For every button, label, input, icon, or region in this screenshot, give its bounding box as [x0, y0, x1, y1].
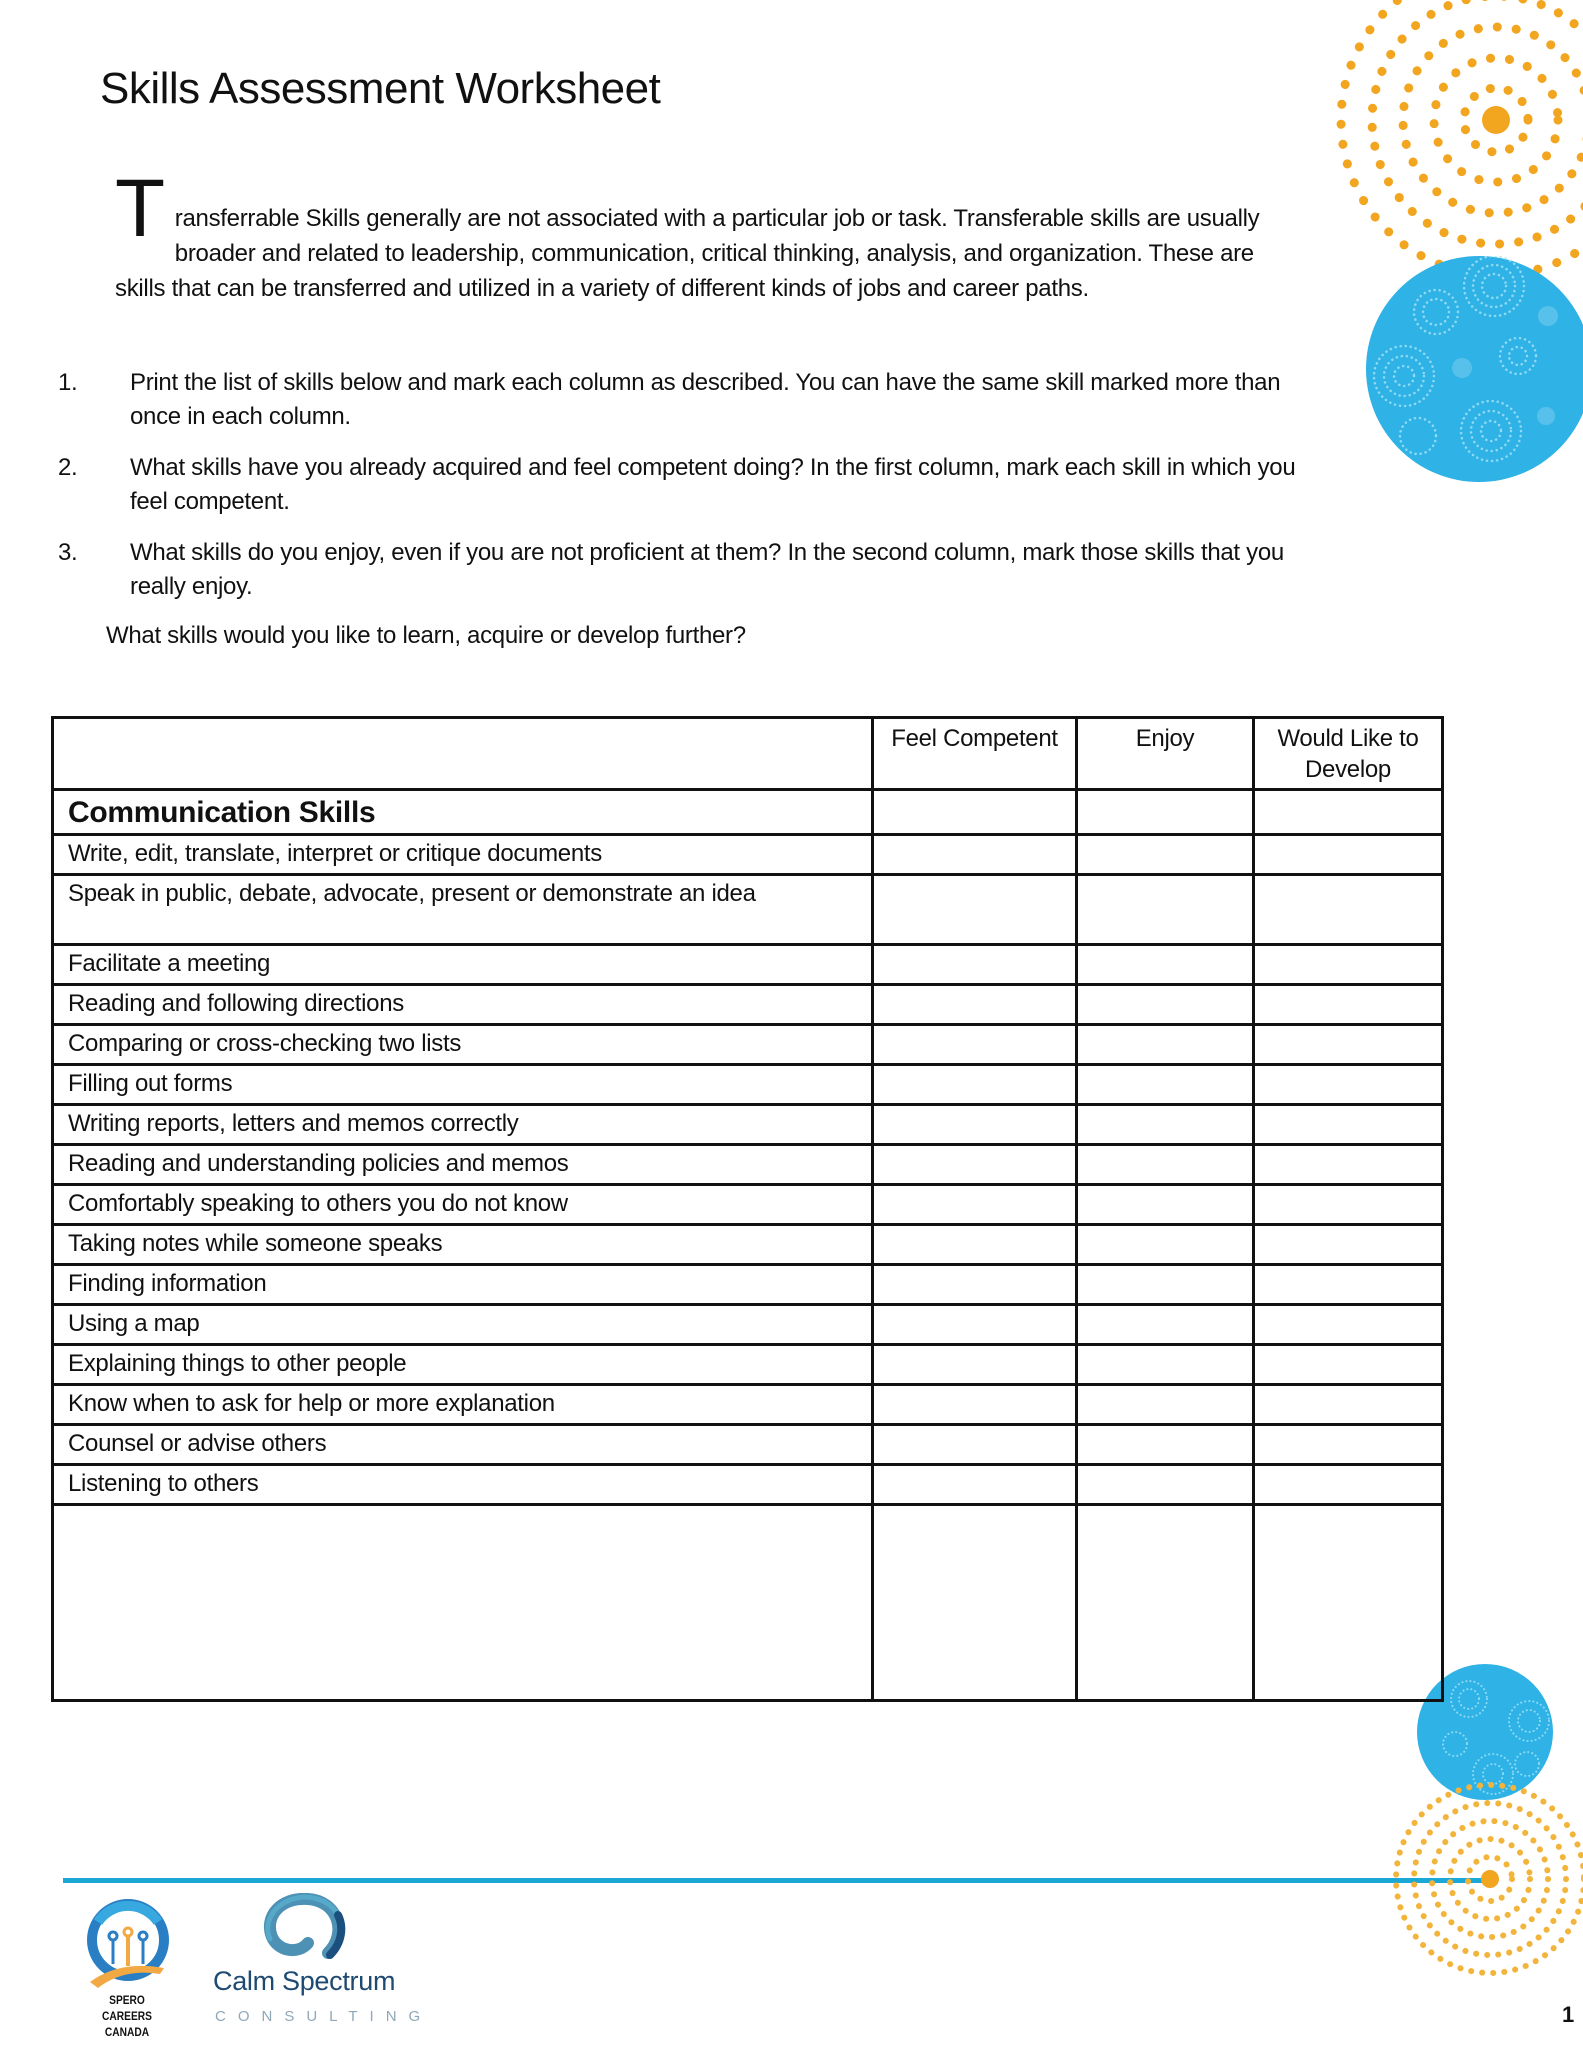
skill-label: Counsel or advise others	[53, 1425, 873, 1465]
feel-competent-cell[interactable]	[873, 790, 1077, 835]
table-row	[53, 1065, 1443, 1105]
enjoy-cell[interactable]	[1077, 1345, 1254, 1385]
skill-label: Filling out forms	[53, 1065, 873, 1105]
develop-cell[interactable]	[1254, 1025, 1443, 1065]
instruction-text: What skills do you enjoy, even if you are not proficient at them? In the second column, mark those skills that you really enjoy.	[130, 539, 1284, 600]
feel-competent-cell[interactable]	[873, 1185, 1077, 1225]
enjoy-cell[interactable]	[1077, 1265, 1254, 1305]
skill-label: Know when to ask for help or more explanation	[53, 1385, 873, 1425]
instruction-number: 2.	[58, 454, 78, 481]
enjoy-cell[interactable]	[1077, 1145, 1254, 1185]
develop-cell[interactable]	[1254, 1225, 1443, 1265]
develop-cell[interactable]	[1254, 1065, 1443, 1105]
blank-skill-cell[interactable]	[53, 1505, 873, 1701]
table-row	[53, 1305, 1443, 1345]
table-row	[53, 1385, 1443, 1425]
column-header-enjoy: Enjoy	[1077, 718, 1254, 790]
feel-competent-cell[interactable]	[873, 1425, 1077, 1465]
drop-cap: T	[115, 163, 165, 254]
develop-cell[interactable]	[1254, 835, 1443, 875]
feel-competent-cell[interactable]	[873, 1385, 1077, 1425]
enjoy-cell[interactable]	[1077, 1385, 1254, 1425]
table-row	[53, 1025, 1443, 1065]
footer-divider-line	[63, 1878, 1493, 1883]
skill-label: Listening to others	[53, 1465, 873, 1505]
skill-label: Using a map	[53, 1305, 873, 1345]
table-row	[53, 1345, 1443, 1385]
skill-label: Speak in public, debate, advocate, present or demonstrate an idea	[53, 875, 873, 945]
skill-label: Facilitate a meeting	[53, 945, 873, 985]
develop-cell[interactable]	[1254, 985, 1443, 1025]
table-row	[53, 1425, 1443, 1465]
feel-competent-cell[interactable]	[873, 1265, 1077, 1305]
develop-cell[interactable]	[1254, 1305, 1443, 1345]
develop-cell[interactable]	[1254, 1185, 1443, 1225]
develop-cell[interactable]	[1254, 945, 1443, 985]
enjoy-cell[interactable]	[1077, 945, 1254, 985]
feel-competent-cell[interactable]	[873, 1225, 1077, 1265]
feel-competent-cell[interactable]	[873, 1025, 1077, 1065]
instruction-number: 3.	[58, 539, 78, 566]
develop-cell[interactable]	[1254, 1505, 1443, 1701]
calm-spectrum-logo-subtitle: CONSULTING	[215, 2008, 433, 2025]
spero-careers-logo-text	[87, 1992, 167, 2040]
intro-text: ransferrable Skills generally are not associated with a particular job or task. Transferable skills are usually broader and related to leadership, communication, critical thinking, analysis, and organization. These are skills that can be transferred and utilized in a variety of different kinds of jobs and career paths.	[115, 205, 1260, 302]
blue-patterned-circle-top-icon	[1366, 256, 1583, 482]
enjoy-cell[interactable]	[1077, 1505, 1254, 1701]
feel-competent-cell[interactable]	[873, 835, 1077, 875]
feel-competent-cell[interactable]	[873, 1305, 1077, 1345]
enjoy-cell[interactable]	[1077, 835, 1254, 875]
enjoy-cell[interactable]	[1077, 1465, 1254, 1505]
orange-dotted-rings-top-icon	[1300, 0, 1583, 300]
feel-competent-cell[interactable]	[873, 1145, 1077, 1185]
skill-label: Finding information	[53, 1265, 873, 1305]
enjoy-cell[interactable]	[1077, 1025, 1254, 1065]
table-row	[53, 1225, 1443, 1265]
enjoy-cell[interactable]	[1077, 1305, 1254, 1345]
logo-text-line-2: CANADA	[104, 2025, 150, 2039]
skill-label: Comfortably speaking to others you do not know	[53, 1185, 873, 1225]
table-row	[53, 945, 1443, 985]
develop-cell[interactable]	[1254, 1345, 1443, 1385]
enjoy-cell[interactable]	[1077, 1105, 1254, 1145]
table-row	[53, 835, 1443, 875]
table-row	[53, 1105, 1443, 1145]
feel-competent-cell[interactable]	[873, 875, 1077, 945]
column-header-skill	[53, 718, 873, 790]
develop-cell[interactable]	[1254, 1425, 1443, 1465]
skill-label: Taking notes while someone speaks	[53, 1225, 873, 1265]
develop-cell[interactable]	[1254, 1145, 1443, 1185]
table-row	[53, 985, 1443, 1025]
develop-cell[interactable]	[1254, 790, 1443, 835]
page-title: Skills Assessment Worksheet	[100, 64, 661, 113]
skill-label: Explaining things to other people	[53, 1345, 873, 1385]
column-header-would-like-to-develop: Would Like to Develop	[1254, 718, 1443, 790]
enjoy-cell[interactable]	[1077, 790, 1254, 835]
develop-cell[interactable]	[1254, 875, 1443, 945]
enjoy-cell[interactable]	[1077, 1425, 1254, 1465]
skill-label: Comparing or cross-checking two lists	[53, 1025, 873, 1065]
calm-spectrum-logo-name: Calm Spectrum	[213, 1966, 396, 1996]
instruction-text: Print the list of skills below and mark each column as described. You can have the same skill marked more than once in each column.	[130, 369, 1281, 430]
spero-careers-logo-icon	[80, 1894, 176, 1990]
page-number: 1	[1562, 2002, 1575, 2027]
skill-label: Reading and understanding policies and memos	[53, 1145, 873, 1185]
feel-competent-cell[interactable]	[873, 1465, 1077, 1505]
skills-assessment-table	[51, 716, 1444, 1702]
section-heading: Communication Skills	[53, 790, 873, 835]
intro-paragraph	[115, 163, 1295, 306]
table-row	[53, 1145, 1443, 1185]
section-heading-row	[53, 790, 1443, 835]
logo-text-line-1: SPERO CAREERS	[102, 1993, 152, 2023]
enjoy-cell[interactable]	[1077, 1225, 1254, 1265]
blank-row	[53, 1505, 1443, 1701]
enjoy-cell[interactable]	[1077, 1185, 1254, 1225]
calm-spectrum-swirl-logo-icon	[258, 1893, 354, 1965]
feel-competent-cell[interactable]	[873, 1505, 1077, 1701]
table-row	[53, 1185, 1443, 1225]
skill-label: Writing reports, letters and memos correctly	[53, 1105, 873, 1145]
enjoy-cell[interactable]	[1077, 985, 1254, 1025]
feel-competent-cell[interactable]	[873, 1345, 1077, 1385]
feel-competent-cell[interactable]	[873, 945, 1077, 985]
column-header-feel-competent: Feel Competent	[873, 718, 1077, 790]
instruction-number: 1.	[58, 369, 78, 396]
skill-label: Reading and following directions	[53, 985, 873, 1025]
develop-cell[interactable]	[1254, 1265, 1443, 1305]
enjoy-cell[interactable]	[1077, 875, 1254, 945]
table-header-row	[53, 718, 1443, 790]
orange-dotted-rings-bottom-icon	[1380, 1780, 1583, 1990]
final-question: What skills would you like to learn, acquire or develop further?	[106, 622, 746, 649]
feel-competent-cell[interactable]	[873, 1065, 1077, 1105]
table-row	[53, 1265, 1443, 1305]
feel-competent-cell[interactable]	[873, 985, 1077, 1025]
table-row	[53, 875, 1443, 945]
develop-cell[interactable]	[1254, 1105, 1443, 1145]
instruction-text: What skills have you already acquired and feel competent doing? In the first column, mark each skill in which you feel competent.	[130, 454, 1296, 515]
table-row	[53, 1465, 1443, 1505]
enjoy-cell[interactable]	[1077, 1065, 1254, 1105]
develop-cell[interactable]	[1254, 1465, 1443, 1505]
skill-label: Write, edit, translate, interpret or critique documents	[53, 835, 873, 875]
feel-competent-cell[interactable]	[873, 1105, 1077, 1145]
develop-cell[interactable]	[1254, 1385, 1443, 1425]
